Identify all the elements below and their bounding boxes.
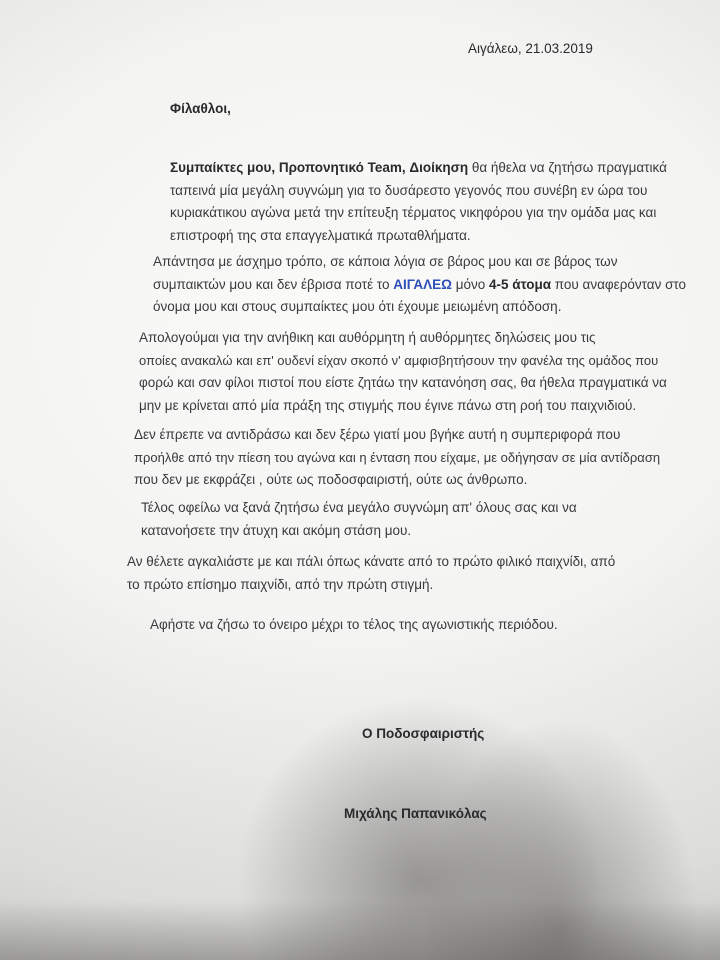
paragraph-line: Δεν έπρεπε να αντιδράσω και δεν ξέρω γιατί μου βγήκε αυτή η συμπεριφορά που <box>134 427 621 442</box>
paragraph-line: ταπεινά μία μεγάλη συγνώμη για το δυσάρεστο γεγονός που συνέβη εν ώρα του <box>170 182 648 198</box>
signature-title: Ο Ποδοσφαιριστής <box>362 726 485 741</box>
paragraph-response <box>153 251 687 319</box>
paragraph-line: Αφήστε να ζήσω το όνειρο μέχρι το τέλος της αγωνιστικής περιόδου. <box>150 617 558 632</box>
paragraph-line: που δεν με εκφράζει , ούτε ως ποδοσφαιριστή, ούτε ως άνθρωπο. <box>134 472 528 487</box>
photo-shadow <box>0 900 720 960</box>
paragraph-reaction <box>134 424 686 492</box>
paragraph-dream <box>150 614 670 637</box>
paragraph-text: που αναφερόνταν στο <box>551 276 687 292</box>
paragraph-line: προήλθε από την πίεση του αγώνα και η ένταση που είχαμε, με οδήγησαν σε μία αντίδραση <box>134 449 661 465</box>
paragraph-line: κυριακάτικου αγώνα μετά την επίτευξη τέρματος νικηφόρου για την ομάδα μας και <box>170 205 657 220</box>
paragraph-line: Τέλος οφείλω να ξανά ζητήσω ένα μεγάλο συγνώμη απ' όλους σας και να <box>141 500 577 515</box>
paragraph-line: μην με κρίνεται από μία πράξη της στιγμής που έγινε πάνω στη ροή του παιχνιδιού. <box>139 397 637 413</box>
letter-date: Αιγάλεω, 21.03.2019 <box>468 41 593 56</box>
paragraph-line: Απάντησα με άσχημο τρόπο, σε κάποια λόγια σε βάρος μου και σε βάρος των <box>153 254 618 269</box>
letter-greeting: Φίλαθλοι, <box>170 101 231 116</box>
team-name: ΑΙΓΑΛΕΩ <box>393 276 452 292</box>
paragraph-line: επιστροφή της στα επαγγελματικά πρωταθλήματα. <box>170 227 471 243</box>
paragraph-line: φορώ και σαν φίλοι πιστοί που είστε ζητάω την κατανόηση σας, θα ήθελα πραγματικά να <box>139 375 667 390</box>
paragraph-line: Απολογούμαι για την ανήθικη και αυθόρμητη ή αυθόρμητες δηλώσεις μου τις <box>139 330 596 345</box>
paragraph-line: κατανοήσετε την άτυχη και ακόμη στάση μου. <box>141 522 412 538</box>
paragraph-regret <box>139 327 684 417</box>
paragraph-text: θα ήθελα να ζητήσω πραγματικά <box>468 160 667 175</box>
paragraph-text: μόνο <box>451 276 490 292</box>
people-count: 4-5 άτομα <box>489 276 552 292</box>
paragraph-line: οποίες ανακαλώ και επ' ουδενί είχαν σκοπό ν' αμφισβητήσουν την φανέλα της ομάδος που <box>139 352 659 368</box>
signature-name: Μιχάλης Παπανικόλας <box>344 806 487 821</box>
paragraph-line: το πρώτο επίσημο παιχνίδι, από την πρώτη στιγμή. <box>127 576 434 592</box>
paragraph-line: όνομα μου και στους συμπαίκτες μου ότι έχουμε μειωμένη απόδοση. <box>153 299 562 314</box>
addressees-text: Συμπαίκτες μου, Προπονητικό Team, Διοίκηση <box>170 160 469 175</box>
paragraph-closing <box>141 497 686 542</box>
paragraph-line <box>170 157 685 180</box>
paragraph-text: συμπαικτών μου και δεν έβρισα ποτέ το <box>153 276 394 292</box>
paragraph-line: Αν θέλετε αγκαλιάστε με και πάλι όπως κάνατε από το πρώτο φιλικό παιχνίδι, από <box>127 554 616 569</box>
paragraph-embrace <box>127 551 687 596</box>
paragraph-apology <box>170 157 685 247</box>
paragraph-line <box>153 274 687 297</box>
